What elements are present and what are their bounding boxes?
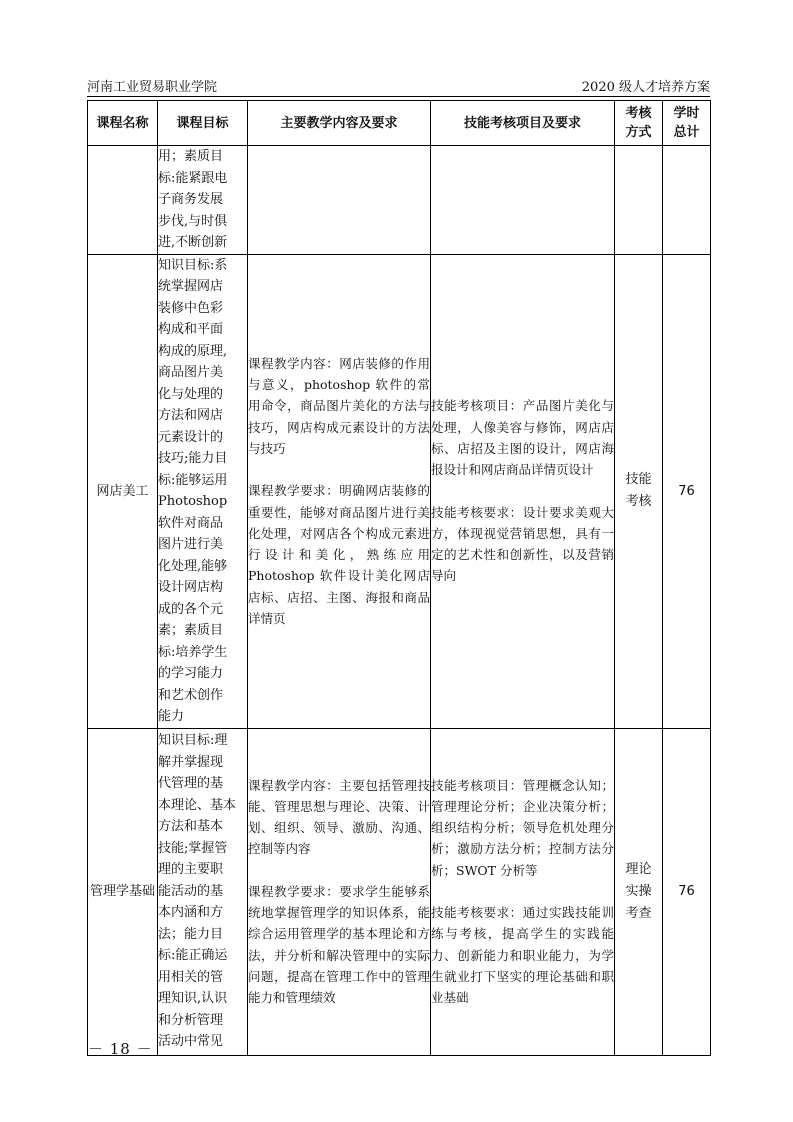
assessment-method-cell [615,146,663,255]
course-name-cell [88,146,158,255]
course-name-cell: 网店美工 [88,254,158,728]
goal-line: 活动中常见 [158,1034,224,1050]
document-title: 2020 级人才培养方案 [581,80,710,95]
goal-line: 本内涵和方 [158,905,224,921]
course-goal-cell [158,728,248,1055]
goal-line: 装修中色彩 [158,300,224,316]
page-number: － 18 － [88,1040,153,1058]
goal-line: 知识目标:理 [158,733,228,749]
goal-line: 和艺术创作 [158,687,224,703]
goal-line: 技能;掌握管 [158,840,228,856]
method-line: 理论 [625,861,652,877]
goal-line: 标:能紧跟电 [158,170,228,186]
course-goal-cell [158,146,248,255]
goal-line: 知识目标:系 [158,257,228,273]
col-header-course-name: 课程名称 [88,101,158,146]
col-header-assessment-method [615,101,663,146]
skill-requirement-text: 技能考核要求：设计要求美观大方，体现视觉营销思想，具有一定的艺术性和创新性，以及营销导向 [431,504,614,584]
goal-line: 和分析管理 [158,1012,224,1028]
goal-line: 能活动的基 [158,883,224,899]
col-header-total-hours [663,101,711,146]
teaching-content-cell [248,146,431,255]
total-hours-cell: 76 [663,728,711,1055]
col-header-skill-assessment: 技能考核项目及要求 [431,101,615,146]
goal-line: 化处理,能够 [158,558,228,574]
table-row [88,254,711,728]
header-rule [87,96,710,97]
teaching-content-cell [248,254,431,728]
goal-line: 代管理的基 [158,776,224,792]
page-header [87,76,710,94]
teaching-requirement-text: 课程教学要求：要求学生能够系统地掌握管理学的知识体系，能综合运用管理学的基本理论和方法，并分析和解决管理中的实际问题，提高在管理工作中的管理能力和管理绩效 [248,883,430,1006]
col-header-course-goal: 课程目标 [158,101,248,146]
table-header-row [88,101,711,146]
skill-item-text: 技能考核项目：管理概念认知；管理理论分析；企业决策分析；组织结构分析；领导危机处理分析；激励方法分析；控制方法分析；SWOT 分析等 [431,777,614,878]
goal-line: 本理论、基本 [158,797,237,813]
goal-line: 标:能正确运 [158,948,228,964]
skill-assessment-cell [431,146,615,255]
goal-line: 统掌握网店 [158,279,224,294]
goal-line: 法；能力目 [158,926,224,942]
goal-line: 理的主要职 [158,862,224,878]
goal-line: 技巧;能力目 [158,451,228,466]
goal-line: 标:能够运用 [158,472,228,488]
col-header-method-line: 方式 [625,125,652,140]
teaching-content-cell [248,728,431,1055]
goal-line: 软件对商品 [158,515,224,531]
goal-line: 构成的原理, [158,343,228,359]
method-line: 考核 [625,494,652,509]
goal-line: 步伐,与时俱 [158,213,228,229]
course-name-cell: 管理学基础 [88,728,158,1055]
goal-line: 用；素质目 [158,149,224,164]
table-row [88,146,711,255]
goal-line: 成的各个元 [158,601,224,617]
goal-line: 能力 [158,709,185,724]
goal-line: 图片进行美 [158,537,224,552]
assessment-method-cell [615,728,663,1055]
col-header-hours-line: 总计 [673,125,700,140]
skill-assessment-cell [431,728,615,1055]
goal-line: 解并掌握现 [158,754,224,770]
goal-line: 的学习能力 [158,666,224,681]
table-row [88,728,711,1055]
goal-line: 设计网店构 [158,580,224,595]
course-goal-cell [158,254,248,728]
curriculum-table [87,100,711,1056]
total-hours-cell [663,146,711,255]
goal-line: 方法和基本 [158,819,224,835]
assessment-method-cell [615,254,663,728]
goal-line: 构成和平面 [158,322,224,337]
goal-line: 元素设计的 [158,429,224,445]
skill-item-text: 技能考核项目：产品图片美化与处理，人像美容与修饰，网店店标、店招及主图的设计，网店海报设计和网店商品详情页设计 [431,398,614,478]
goal-line: 用相关的管 [158,969,224,985]
goal-line: 商品图片美 [158,365,224,380]
teaching-requirement-text: 课程教学要求：明确网店装修的重要性，能够对商品图片进行美化处理，对网店各个构成元素进行设计和美化，熟练应用 Photoshop 软件设计美化网店店标、店招、主图、海报和商品详情页 [248,483,430,626]
goal-line: 化与处理的 [158,386,224,402]
skill-requirement-text: 技能考核要求：通过实践技能训练与考核，提高学生的实践能力、创新能力和职业能力，为学生就业打下坚实的理论基础和职业基础 [431,905,614,1006]
goal-line: 进,不断创新 [158,235,228,250]
teaching-content-text: 课程教学内容：网店装修的作用与意义，photoshop 软件的常用命令，商品图片美化的方法与技巧，网店构成元素设计的方法与技巧 [248,355,430,456]
method-line: 考查 [625,905,652,921]
col-header-hours-line: 学时 [673,106,700,121]
method-line: 技能 [625,472,652,487]
goal-line: 方法和网店 [158,408,224,423]
school-name: 河南工业贸易职业学院 [87,80,218,95]
skill-assessment-cell [431,254,615,728]
method-line: 实操 [625,883,652,899]
col-header-method-line: 考核 [625,106,652,121]
teaching-content-text: 课程教学内容：主要包括管理技能、管理思想与理论、决策、计划、组织、领导、激励、沟通、控制等内容 [248,777,430,857]
goal-line: 理知识,认识 [158,991,228,1007]
goal-line: 素；素质目 [158,623,224,638]
total-hours-cell: 76 [663,254,711,728]
goal-line: 子商务发展 [158,192,224,207]
goal-line: 标:培养学生 [158,644,228,660]
col-header-teaching-content: 主要教学内容及要求 [248,101,431,146]
goal-line: Photoshop [158,494,228,509]
